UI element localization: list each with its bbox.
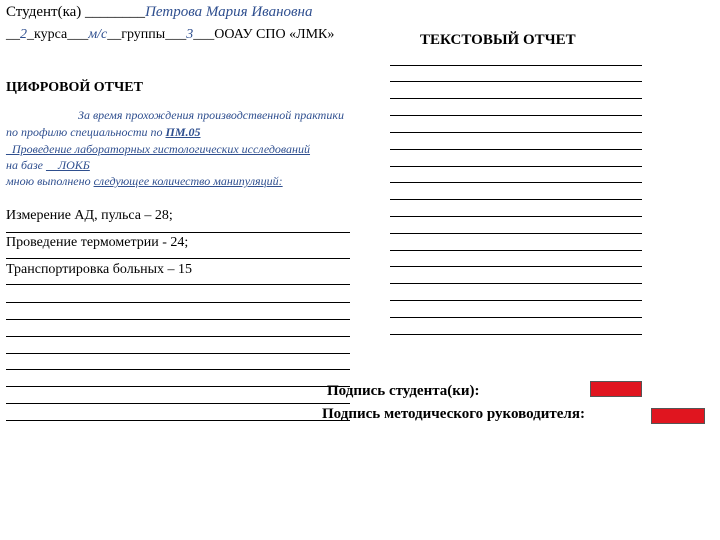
rule-line: [390, 216, 642, 217]
student-label: Студент(ка) ________: [6, 4, 146, 20]
rule-line: [390, 250, 642, 251]
course-prefix: __: [6, 27, 20, 42]
organization: ___ООАУ СПО «ЛМК»: [193, 27, 335, 42]
text-report-title: ТЕКСТОВЫЙ ОТЧЕТ: [420, 32, 576, 48]
rule-line: [390, 266, 642, 267]
base-name: __ЛОКБ: [46, 158, 90, 172]
student-signature-box[interactable]: [590, 381, 642, 397]
student-line: [6, 4, 313, 21]
rule-line: [6, 302, 350, 303]
intro-line-5: [6, 174, 283, 189]
group-number: 3: [186, 27, 194, 42]
specialty: м/с: [88, 27, 108, 42]
rule-line: [6, 353, 350, 354]
course-line: [6, 27, 334, 43]
rule-line: [390, 149, 642, 150]
rule-line: [390, 182, 642, 183]
supervisor-signature-label: Подпись методического руководителя:: [322, 406, 585, 422]
intro-line-5-underlined: следующее количество манипуляций:: [93, 174, 283, 188]
intro-line-5-text: мною выполнено: [6, 174, 94, 188]
rule-line: [6, 232, 350, 233]
list-item: Измерение АД, пульса – 28;: [6, 208, 173, 223]
rule-line: [390, 300, 642, 301]
rule-line: [390, 233, 642, 234]
rule-line: [390, 98, 642, 99]
course-label: _курса___: [27, 27, 89, 42]
student-signature-label: Подпись студента(ки):: [327, 383, 480, 399]
student-name: Петрова Мария Ивановна: [145, 4, 313, 20]
rule-line: [6, 420, 350, 421]
rule-line: [6, 369, 350, 370]
intro-line-3: _Проведение лабораторных гистологических исследований: [6, 142, 311, 156]
rule-line: [390, 132, 642, 133]
rule-line: [390, 65, 642, 66]
list-item: Транспортировка больных – 15: [6, 262, 192, 277]
list-item: Проведение термометрии - 24;: [6, 235, 189, 250]
rule-line: [6, 403, 350, 404]
course-number: 2: [20, 27, 27, 42]
rule-line: [390, 166, 642, 167]
rule-line: [6, 284, 350, 285]
rule-line: [390, 199, 642, 200]
rule-line: [390, 334, 642, 335]
rule-line: [390, 115, 642, 116]
intro-line-1: За время прохождения производственной практики: [78, 108, 344, 122]
rule-line: [6, 258, 350, 259]
rule-line: [390, 283, 642, 284]
rule-line: [6, 319, 350, 320]
module-code: ПМ.05: [165, 125, 201, 139]
intro-line-2: [6, 125, 201, 140]
intro-line-4-text: на базе: [6, 158, 46, 172]
digital-report-title: ЦИФРОВОЙ ОТЧЕТ: [6, 80, 143, 95]
intro-line-4: [6, 158, 90, 173]
group-label: __группы___: [107, 27, 187, 42]
supervisor-signature-box[interactable]: [651, 408, 705, 424]
rule-line: [390, 317, 642, 318]
rule-line: [6, 386, 350, 387]
rule-line: [390, 81, 642, 82]
rule-line: [6, 336, 350, 337]
intro-line-2-text: по профилю специальности по: [6, 125, 166, 139]
